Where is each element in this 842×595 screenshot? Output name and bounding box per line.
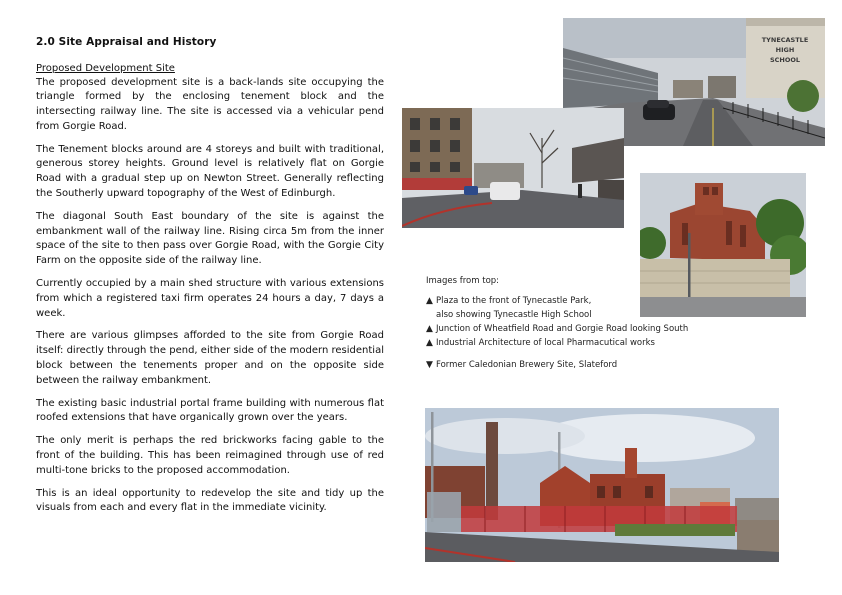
subheading: Proposed Development Site (36, 63, 175, 74)
image-captions (426, 274, 726, 372)
paragraph-occupancy: Currently occupied by a main shed structure with various extensions from which a registered taxi firm operates 24 hours a day, 7 days a week. (36, 278, 384, 319)
caption-text: Junction of Wheatfield Road and Gorgie Road looking South (436, 324, 689, 334)
section-heading: 2.0 Site Appraisal and History (36, 36, 217, 48)
photo-caledonian-brewery (425, 408, 779, 562)
caption-text: also showing Tynecastle High School (436, 310, 592, 320)
caption-text: Industrial Architecture of local Pharmacutical works (436, 338, 655, 348)
caption-tynecastle (426, 294, 726, 308)
paragraph-boundary: The diagonal South East boundary of the site is against the embankment wall of the railway line. Rising circa 5m from the inner space of the site to then pass over Gorgie Road, with the Gorgie City Farm on the opposite side of the railway line. (36, 210, 384, 267)
paragraph-access: The proposed development site is a back-lands site occupying the triangle formed by the enclosing tenement block and the intersecting railway line. The site is accessed via a vehicular pend from Gorgie Road. (36, 76, 384, 132)
caption-tynecastle-cont (426, 308, 726, 322)
up-arrow-icon: ▲ (426, 324, 433, 334)
paragraph-tenements: The Tenement blocks around are 4 storeys and built with traditional, generous storey heights. Ground level is relatively flat on Gorgie Road with a gradual step up on Newton Street. Generally reflecting the Southerly upward topography of the West of Edinburgh. (36, 143, 384, 200)
paragraph-existing-building: The existing basic industrial portal frame building with numerous flat roofed extensions that have organically grown over the years. (36, 397, 384, 424)
caption-industrial (426, 336, 726, 350)
down-arrow-icon: ▼ (426, 360, 433, 370)
tynecastle-sign-line3: SCHOOL (769, 56, 801, 64)
text-column (36, 36, 384, 524)
up-arrow-icon: ▲ (426, 296, 433, 306)
paragraph-brickwork: The only merit is perhaps the red brickworks facing gable to the front of the building. This has been reimagined through use of red multi-tone bricks to the proposed accommodation. (36, 435, 384, 476)
caption-brewery (426, 358, 726, 372)
tynecastle-sign-line2: HIGH (775, 46, 795, 54)
tynecastle-sign-line1: TYNECASTLE (761, 36, 809, 44)
paragraph-opportunity: This is an ideal opportunity to redevelop the site and tidy up the visuals from each and every flat in the immediate vicinity. (36, 487, 384, 514)
junction-photo-illustration (402, 108, 624, 228)
brewery-photo-illustration (425, 408, 779, 562)
caption-junction (426, 322, 726, 336)
caption-text: Plaza to the front of Tynecastle Park, (436, 296, 592, 306)
up-arrow-icon: ▲ (426, 338, 433, 348)
captions-intro: Images from top: (426, 276, 500, 286)
photo-wheatfield-junction (402, 108, 624, 228)
paragraph-glimpses: There are various glimpses afforded to the site from Gorgie Road itself: directly through the pend, either side of the modern residential block between the tenements proper and on the opposite side between the railway embankment. (36, 330, 384, 386)
caption-text: Former Caledonian Brewery Site, Slateford (436, 360, 618, 370)
